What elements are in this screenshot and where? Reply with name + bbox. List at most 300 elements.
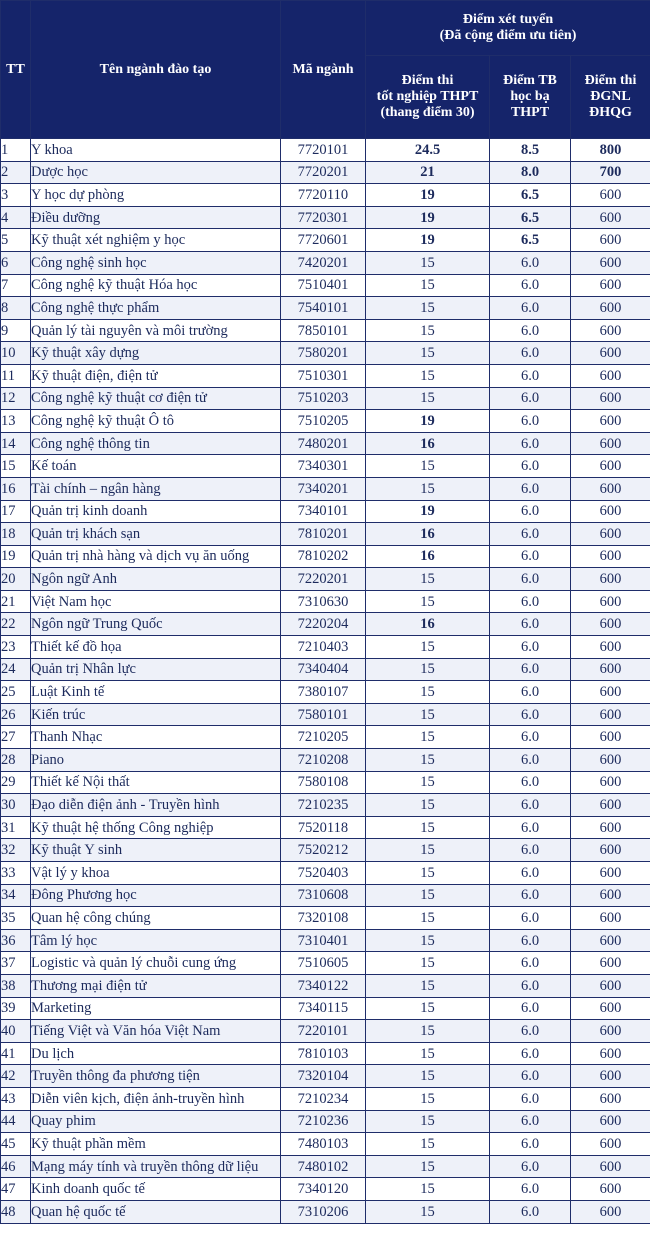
program-name: Ngôn ngữ Trung Quốc	[31, 613, 281, 636]
table-row	[1, 500, 650, 523]
thpt-score: 15	[366, 862, 490, 885]
thpt-score: 15	[366, 907, 490, 930]
thpt-score: 19	[366, 410, 490, 433]
row-number: 31	[1, 816, 31, 839]
hocba-score: 6.0	[490, 1065, 571, 1088]
row-number: 7	[1, 274, 31, 297]
header-hocba-line1: Điểm TB	[503, 73, 557, 88]
thpt-score: 15	[366, 771, 490, 794]
hocba-score: 6.5	[490, 229, 571, 252]
row-number: 4	[1, 206, 31, 229]
thpt-score: 15	[366, 997, 490, 1020]
program-name: Công nghệ thực phẩm	[31, 297, 281, 320]
table-row	[1, 545, 650, 568]
row-number: 25	[1, 681, 31, 704]
program-name: Truyền thông đa phương tiện	[31, 1065, 281, 1088]
program-code: 7210235	[281, 794, 366, 817]
table-row	[1, 884, 650, 907]
dgnl-score: 600	[571, 658, 650, 681]
dgnl-score: 600	[571, 1133, 650, 1156]
thpt-score: 15	[366, 952, 490, 975]
dgnl-score: 600	[571, 681, 650, 704]
thpt-score: 15	[366, 1020, 490, 1043]
header-thpt-score	[366, 56, 490, 139]
table-row	[1, 410, 650, 433]
hocba-score: 6.5	[490, 184, 571, 207]
program-code: 7480201	[281, 432, 366, 455]
hocba-score: 6.0	[490, 884, 571, 907]
thpt-score: 15	[366, 1110, 490, 1133]
row-number: 14	[1, 432, 31, 455]
thpt-score: 19	[366, 500, 490, 523]
thpt-score: 15	[366, 636, 490, 659]
program-code: 7220101	[281, 1020, 366, 1043]
program-code: 7320108	[281, 907, 366, 930]
row-number: 43	[1, 1087, 31, 1110]
dgnl-score: 600	[571, 907, 650, 930]
table-row	[1, 251, 650, 274]
table-row	[1, 726, 650, 749]
dgnl-score: 600	[571, 432, 650, 455]
hocba-score: 6.0	[490, 545, 571, 568]
dgnl-score: 600	[571, 1020, 650, 1043]
table-row	[1, 342, 650, 365]
table-row	[1, 681, 650, 704]
header-dgnl-line1: Điểm thi	[584, 73, 637, 88]
dgnl-score: 700	[571, 161, 650, 184]
dgnl-score: 600	[571, 929, 650, 952]
program-code: 7310630	[281, 590, 366, 613]
dgnl-score: 600	[571, 342, 650, 365]
dgnl-score: 600	[571, 319, 650, 342]
dgnl-score: 600	[571, 251, 650, 274]
hocba-score: 6.0	[490, 477, 571, 500]
table-row	[1, 568, 650, 591]
dgnl-score: 800	[571, 139, 650, 162]
thpt-score: 15	[366, 1155, 490, 1178]
hocba-score: 6.0	[490, 1155, 571, 1178]
thpt-score: 19	[366, 184, 490, 207]
table-row	[1, 749, 650, 772]
hocba-score: 6.0	[490, 794, 571, 817]
program-code: 7510203	[281, 387, 366, 410]
table-row	[1, 862, 650, 885]
program-code: 7810202	[281, 545, 366, 568]
dgnl-score: 600	[571, 545, 650, 568]
program-name: Quan hệ quốc tế	[31, 1200, 281, 1223]
table-row	[1, 455, 650, 478]
thpt-score: 15	[366, 319, 490, 342]
row-number: 48	[1, 1200, 31, 1223]
dgnl-score: 600	[571, 839, 650, 862]
program-name: Đạo diễn điện ảnh - Truyền hình	[31, 794, 281, 817]
row-number: 39	[1, 997, 31, 1020]
program-code: 7210403	[281, 636, 366, 659]
dgnl-score: 600	[571, 184, 650, 207]
hocba-score: 6.0	[490, 636, 571, 659]
thpt-score: 15	[366, 794, 490, 817]
program-name: Kỹ thuật điện, điện tử	[31, 364, 281, 387]
program-code: 7380107	[281, 681, 366, 704]
table-row	[1, 319, 650, 342]
row-number: 23	[1, 636, 31, 659]
program-name: Điều dưỡng	[31, 206, 281, 229]
table-row	[1, 929, 650, 952]
hocba-score: 6.0	[490, 681, 571, 704]
header-program-name: Tên ngành đào tạo	[31, 1, 281, 139]
table-row	[1, 997, 650, 1020]
hocba-score: 6.0	[490, 749, 571, 772]
hocba-score: 6.0	[490, 319, 571, 342]
program-code: 7720601	[281, 229, 366, 252]
thpt-score: 15	[366, 703, 490, 726]
program-code: 7340101	[281, 500, 366, 523]
row-number: 22	[1, 613, 31, 636]
dgnl-score: 600	[571, 771, 650, 794]
dgnl-score: 600	[571, 884, 650, 907]
program-name: Vật lý y khoa	[31, 862, 281, 885]
thpt-score: 15	[366, 477, 490, 500]
row-number: 47	[1, 1178, 31, 1201]
program-code: 7310401	[281, 929, 366, 952]
program-name: Du lịch	[31, 1042, 281, 1065]
hocba-score: 6.0	[490, 1200, 571, 1223]
thpt-score: 24.5	[366, 139, 490, 162]
row-number: 35	[1, 907, 31, 930]
program-name: Công nghệ kỹ thuật Hóa học	[31, 274, 281, 297]
row-number: 24	[1, 658, 31, 681]
program-name: Y khoa	[31, 139, 281, 162]
dgnl-score: 600	[571, 636, 650, 659]
program-code: 7220201	[281, 568, 366, 591]
row-number: 32	[1, 839, 31, 862]
program-code: 7580108	[281, 771, 366, 794]
header-thpt-line1: Điểm thi	[401, 73, 454, 88]
program-name: Kỹ thuật xét nghiệm y học	[31, 229, 281, 252]
program-code: 7310608	[281, 884, 366, 907]
hocba-score: 6.0	[490, 1042, 571, 1065]
program-name: Y học dự phòng	[31, 184, 281, 207]
program-code: 7340120	[281, 1178, 366, 1201]
dgnl-score: 600	[571, 387, 650, 410]
row-number: 2	[1, 161, 31, 184]
hocba-score: 6.0	[490, 952, 571, 975]
row-number: 13	[1, 410, 31, 433]
thpt-score: 15	[366, 839, 490, 862]
thpt-score: 16	[366, 545, 490, 568]
row-number: 11	[1, 364, 31, 387]
table-row	[1, 1155, 650, 1178]
row-number: 15	[1, 455, 31, 478]
dgnl-score: 600	[571, 749, 650, 772]
dgnl-score: 600	[571, 1155, 650, 1178]
hocba-score: 6.0	[490, 410, 571, 433]
hocba-score: 6.0	[490, 907, 571, 930]
header-tt: TT	[1, 1, 31, 139]
hocba-score: 6.0	[490, 929, 571, 952]
header-dgnl-line3: ĐHQG	[589, 105, 632, 120]
row-number: 26	[1, 703, 31, 726]
table-row	[1, 274, 650, 297]
thpt-score: 15	[366, 929, 490, 952]
table-row	[1, 658, 650, 681]
row-number: 40	[1, 1020, 31, 1043]
thpt-score: 15	[366, 681, 490, 704]
table-row	[1, 184, 650, 207]
row-number: 37	[1, 952, 31, 975]
program-code: 7520403	[281, 862, 366, 885]
table-row	[1, 477, 650, 500]
program-code: 7510605	[281, 952, 366, 975]
table-row	[1, 432, 650, 455]
row-number: 27	[1, 726, 31, 749]
row-number: 12	[1, 387, 31, 410]
dgnl-score: 600	[571, 862, 650, 885]
program-code: 7510401	[281, 274, 366, 297]
dgnl-score: 600	[571, 477, 650, 500]
row-number: 38	[1, 974, 31, 997]
dgnl-score: 600	[571, 974, 650, 997]
header-program-code: Mã ngành	[281, 1, 366, 139]
program-code: 7210205	[281, 726, 366, 749]
hocba-score: 6.0	[490, 771, 571, 794]
hocba-score: 6.0	[490, 658, 571, 681]
program-name: Thiết kế Nội thất	[31, 771, 281, 794]
hocba-score: 6.5	[490, 206, 571, 229]
program-name: Tiếng Việt và Văn hóa Việt Nam	[31, 1020, 281, 1043]
dgnl-score: 600	[571, 568, 650, 591]
dgnl-score: 600	[571, 1178, 650, 1201]
program-code: 7580201	[281, 342, 366, 365]
program-code: 7210236	[281, 1110, 366, 1133]
thpt-score: 15	[366, 1133, 490, 1156]
row-number: 8	[1, 297, 31, 320]
header-thpt-line3: (thang điểm 30)	[380, 105, 475, 120]
hocba-score: 6.0	[490, 297, 571, 320]
program-code: 7480102	[281, 1155, 366, 1178]
row-number: 36	[1, 929, 31, 952]
hocba-score: 6.0	[490, 726, 571, 749]
row-number: 20	[1, 568, 31, 591]
hocba-score: 6.0	[490, 613, 571, 636]
dgnl-score: 600	[571, 1065, 650, 1088]
table-row	[1, 590, 650, 613]
table-row	[1, 974, 650, 997]
thpt-score: 15	[366, 342, 490, 365]
program-name: Kỹ thuật Y sinh	[31, 839, 281, 862]
hocba-score: 6.0	[490, 568, 571, 591]
program-name: Quản trị Nhân lực	[31, 658, 281, 681]
row-number: 16	[1, 477, 31, 500]
program-name: Kỹ thuật phần mềm	[31, 1133, 281, 1156]
table-row	[1, 364, 650, 387]
header-dgnl-line2: ĐGNL	[590, 89, 631, 104]
table-row	[1, 613, 650, 636]
program-code: 7480103	[281, 1133, 366, 1156]
hocba-score: 6.0	[490, 1020, 571, 1043]
header-score-group-note: (Đã cộng điểm ưu tiên)	[439, 28, 577, 43]
hocba-score: 6.0	[490, 1110, 571, 1133]
row-number: 1	[1, 139, 31, 162]
table-row	[1, 1178, 650, 1201]
row-number: 6	[1, 251, 31, 274]
table-row	[1, 1087, 650, 1110]
thpt-score: 15	[366, 1065, 490, 1088]
program-code: 7540101	[281, 297, 366, 320]
row-number: 19	[1, 545, 31, 568]
thpt-score: 15	[366, 251, 490, 274]
thpt-score: 15	[366, 1042, 490, 1065]
thpt-score: 15	[366, 1178, 490, 1201]
program-code: 7580101	[281, 703, 366, 726]
table-row	[1, 206, 650, 229]
dgnl-score: 600	[571, 794, 650, 817]
program-name: Kiến trúc	[31, 703, 281, 726]
program-code: 7510301	[281, 364, 366, 387]
row-number: 46	[1, 1155, 31, 1178]
hocba-score: 6.0	[490, 364, 571, 387]
header-dgnl-score	[571, 56, 650, 139]
program-code: 7510205	[281, 410, 366, 433]
program-name: Quản trị kinh doanh	[31, 500, 281, 523]
dgnl-score: 600	[571, 297, 650, 320]
program-code: 7720301	[281, 206, 366, 229]
program-code: 7850101	[281, 319, 366, 342]
hocba-score: 6.0	[490, 500, 571, 523]
program-name: Kế toán	[31, 455, 281, 478]
table-header	[1, 1, 650, 139]
dgnl-score: 600	[571, 523, 650, 546]
thpt-score: 19	[366, 229, 490, 252]
hocba-score: 6.0	[490, 1133, 571, 1156]
hocba-score: 6.0	[490, 862, 571, 885]
table-row	[1, 816, 650, 839]
program-name: Tâm lý học	[31, 929, 281, 952]
program-name: Quản trị nhà hàng và dịch vụ ăn uống	[31, 545, 281, 568]
thpt-score: 15	[366, 749, 490, 772]
program-code: 7340122	[281, 974, 366, 997]
hocba-score: 6.0	[490, 974, 571, 997]
row-number: 18	[1, 523, 31, 546]
dgnl-score: 600	[571, 1200, 650, 1223]
table-row	[1, 1065, 650, 1088]
dgnl-score: 600	[571, 997, 650, 1020]
program-name: Công nghệ sinh học	[31, 251, 281, 274]
program-name: Thiết kế đồ họa	[31, 636, 281, 659]
program-name: Quan hệ công chúng	[31, 907, 281, 930]
program-code: 7310206	[281, 1200, 366, 1223]
row-number: 21	[1, 590, 31, 613]
thpt-score: 15	[366, 974, 490, 997]
hocba-score: 6.0	[490, 274, 571, 297]
thpt-score: 15	[366, 568, 490, 591]
program-name: Diễn viên kịch, điện ảnh-truyền hình	[31, 1087, 281, 1110]
hocba-score: 6.0	[490, 432, 571, 455]
program-code: 7340404	[281, 658, 366, 681]
table-row	[1, 229, 650, 252]
hocba-score: 6.0	[490, 839, 571, 862]
thpt-score: 15	[366, 816, 490, 839]
row-number: 34	[1, 884, 31, 907]
dgnl-score: 600	[571, 410, 650, 433]
hocba-score: 6.0	[490, 703, 571, 726]
program-code: 7210208	[281, 749, 366, 772]
program-code: 7340115	[281, 997, 366, 1020]
header-hocba-score	[490, 56, 571, 139]
hocba-score: 6.0	[490, 997, 571, 1020]
program-name: Thương mại điện tử	[31, 974, 281, 997]
hocba-score: 6.0	[490, 342, 571, 365]
table-row	[1, 794, 650, 817]
table-row	[1, 839, 650, 862]
program-code: 7320104	[281, 1065, 366, 1088]
row-number: 3	[1, 184, 31, 207]
header-hocba-line3: THPT	[510, 105, 550, 120]
row-number: 5	[1, 229, 31, 252]
thpt-score: 15	[366, 590, 490, 613]
dgnl-score: 600	[571, 952, 650, 975]
program-name: Kinh doanh quốc tế	[31, 1178, 281, 1201]
row-number: 33	[1, 862, 31, 885]
dgnl-score: 600	[571, 1087, 650, 1110]
hocba-score: 6.0	[490, 523, 571, 546]
thpt-score: 15	[366, 726, 490, 749]
header-score-group-title: Điểm xét tuyển	[462, 12, 554, 27]
program-name: Công nghệ kỹ thuật cơ điện tử	[31, 387, 281, 410]
program-code: 7720110	[281, 184, 366, 207]
program-code: 7340301	[281, 455, 366, 478]
program-name: Dược học	[31, 161, 281, 184]
program-name: Kỹ thuật hệ thống Công nghiệp	[31, 816, 281, 839]
dgnl-score: 600	[571, 206, 650, 229]
thpt-score: 21	[366, 161, 490, 184]
dgnl-score: 600	[571, 703, 650, 726]
program-name: Quay phim	[31, 1110, 281, 1133]
hocba-score: 8.5	[490, 139, 571, 162]
hocba-score: 6.0	[490, 455, 571, 478]
table-row	[1, 1020, 650, 1043]
table-row	[1, 161, 650, 184]
dgnl-score: 600	[571, 229, 650, 252]
table-row	[1, 1200, 650, 1223]
table-row	[1, 139, 650, 162]
row-number: 41	[1, 1042, 31, 1065]
program-code: 7210234	[281, 1087, 366, 1110]
hocba-score: 8.0	[490, 161, 571, 184]
hocba-score: 6.0	[490, 1178, 571, 1201]
dgnl-score: 600	[571, 500, 650, 523]
program-name: Quản trị khách sạn	[31, 523, 281, 546]
thpt-score: 15	[366, 297, 490, 320]
dgnl-score: 600	[571, 613, 650, 636]
dgnl-score: 600	[571, 1042, 650, 1065]
thpt-score: 16	[366, 523, 490, 546]
thpt-score: 15	[366, 364, 490, 387]
row-number: 29	[1, 771, 31, 794]
thpt-score: 15	[366, 387, 490, 410]
header-thpt-line2: tốt nghiệp THPT	[376, 89, 479, 104]
program-name: Công nghệ kỹ thuật Ô tô	[31, 410, 281, 433]
program-code: 7420201	[281, 251, 366, 274]
thpt-score: 15	[366, 884, 490, 907]
header-hocba-line2: học bạ	[510, 89, 550, 104]
thpt-score: 16	[366, 613, 490, 636]
program-name: Ngôn ngữ Anh	[31, 568, 281, 591]
dgnl-score: 600	[571, 1110, 650, 1133]
thpt-score: 16	[366, 432, 490, 455]
hocba-score: 6.0	[490, 251, 571, 274]
table-body	[1, 139, 650, 1224]
